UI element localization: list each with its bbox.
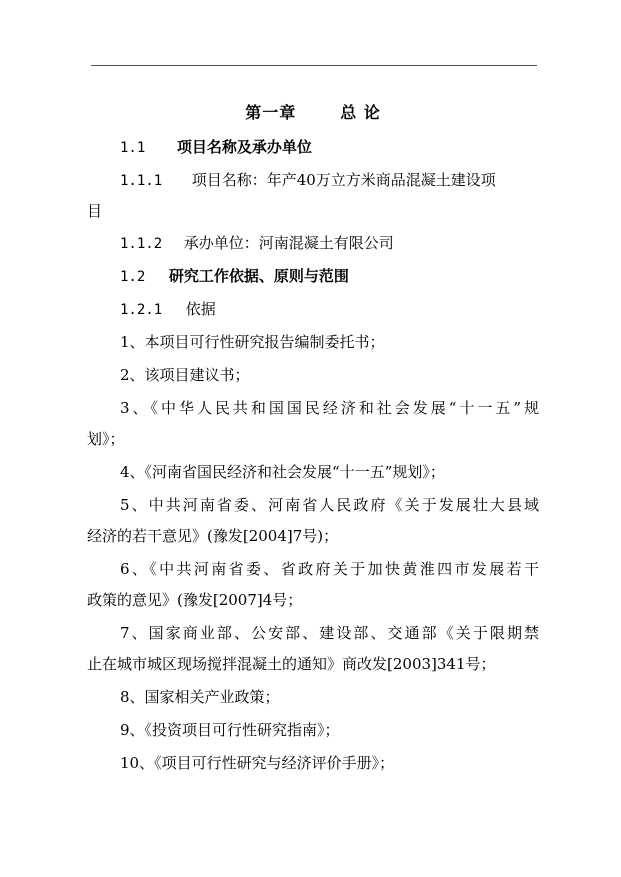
section-1-1-2 <box>87 232 539 255</box>
section-title: 项目名称及承办单位 <box>176 138 312 156</box>
basis-item-6-cont <box>87 589 539 611</box>
section-text-continued: 目 <box>87 202 103 220</box>
section-text: 项目名称：年产40万立方米商品混凝土建设项 <box>191 171 496 189</box>
basis-item-3-cont <box>87 428 539 450</box>
header-rule <box>91 65 537 66</box>
chapter-label: 第一章 <box>245 103 297 122</box>
section-title: 研究工作依据、原则与范围 <box>168 267 349 285</box>
basis-item-text: 4、《河南省国民经济和社会发展“十一五”规划》； <box>120 463 445 481</box>
section-1-1-1-cont <box>87 200 539 222</box>
chapter-name: 总 论 <box>340 103 381 122</box>
basis-item-text: 6、《中共河南省委、省政府关于加快黄淮四市发展若干 <box>120 560 539 578</box>
basis-item-8 <box>87 686 539 708</box>
basis-item-text: 9、《投资项目可行性研究指南》； <box>120 721 340 739</box>
section-number: 1.2 <box>120 269 146 285</box>
section-title: 依据 <box>185 300 216 318</box>
section-number: 1.1.2 <box>120 236 163 252</box>
basis-item-text: 2、该项目建议书； <box>120 366 250 384</box>
basis-item-6 <box>87 558 539 580</box>
basis-item-9 <box>87 719 539 741</box>
section-number: 1.1 <box>120 140 146 156</box>
basis-item-5-cont <box>87 525 539 547</box>
basis-item-text-continued: 政策的意见》(豫发[2007]4号； <box>87 591 303 609</box>
section-1-2 <box>87 265 539 288</box>
basis-item-text-continued: 止在城市城区现场搅拌混凝土的通知》商改发[2003]341号； <box>87 655 496 673</box>
basis-item-7 <box>87 622 539 644</box>
chapter-title <box>87 102 539 124</box>
basis-item-text: 5、中共河南省委、河南省人民政府《关于发展壮大县域 <box>120 496 539 514</box>
basis-item-text: 7、国家商业部、公安部、建设部、交通部《关于限期禁 <box>120 624 539 642</box>
basis-item-10 <box>87 752 539 774</box>
basis-item-7-cont <box>87 653 539 675</box>
basis-item-4 <box>87 461 539 483</box>
section-text: 承办单位：河南混凝土有限公司 <box>183 234 394 252</box>
basis-item-text: 1、本项目可行性研究报告编制委托书； <box>120 333 385 351</box>
basis-item-text: 10、《项目可行性研究与经济评价手册》； <box>120 754 395 772</box>
basis-item-1 <box>87 331 539 353</box>
section-1-1 <box>87 136 539 159</box>
section-number: 1.1.1 <box>120 173 163 189</box>
basis-item-5 <box>87 494 539 516</box>
basis-item-3 <box>87 397 539 419</box>
basis-item-2 <box>87 364 539 386</box>
section-1-2-1 <box>87 298 539 321</box>
basis-item-text: 3、《中华人民共和国国民经济和社会发展“十一五”规 <box>120 399 539 417</box>
basis-item-text-continued: 划》； <box>87 430 125 448</box>
section-1-1-1 <box>87 169 539 192</box>
basis-item-text: 8、国家相关产业政策； <box>120 688 280 706</box>
section-number: 1.2.1 <box>120 302 163 318</box>
basis-item-text-continued: 经济的若干意见》(豫发[2004]7号)； <box>87 527 339 545</box>
